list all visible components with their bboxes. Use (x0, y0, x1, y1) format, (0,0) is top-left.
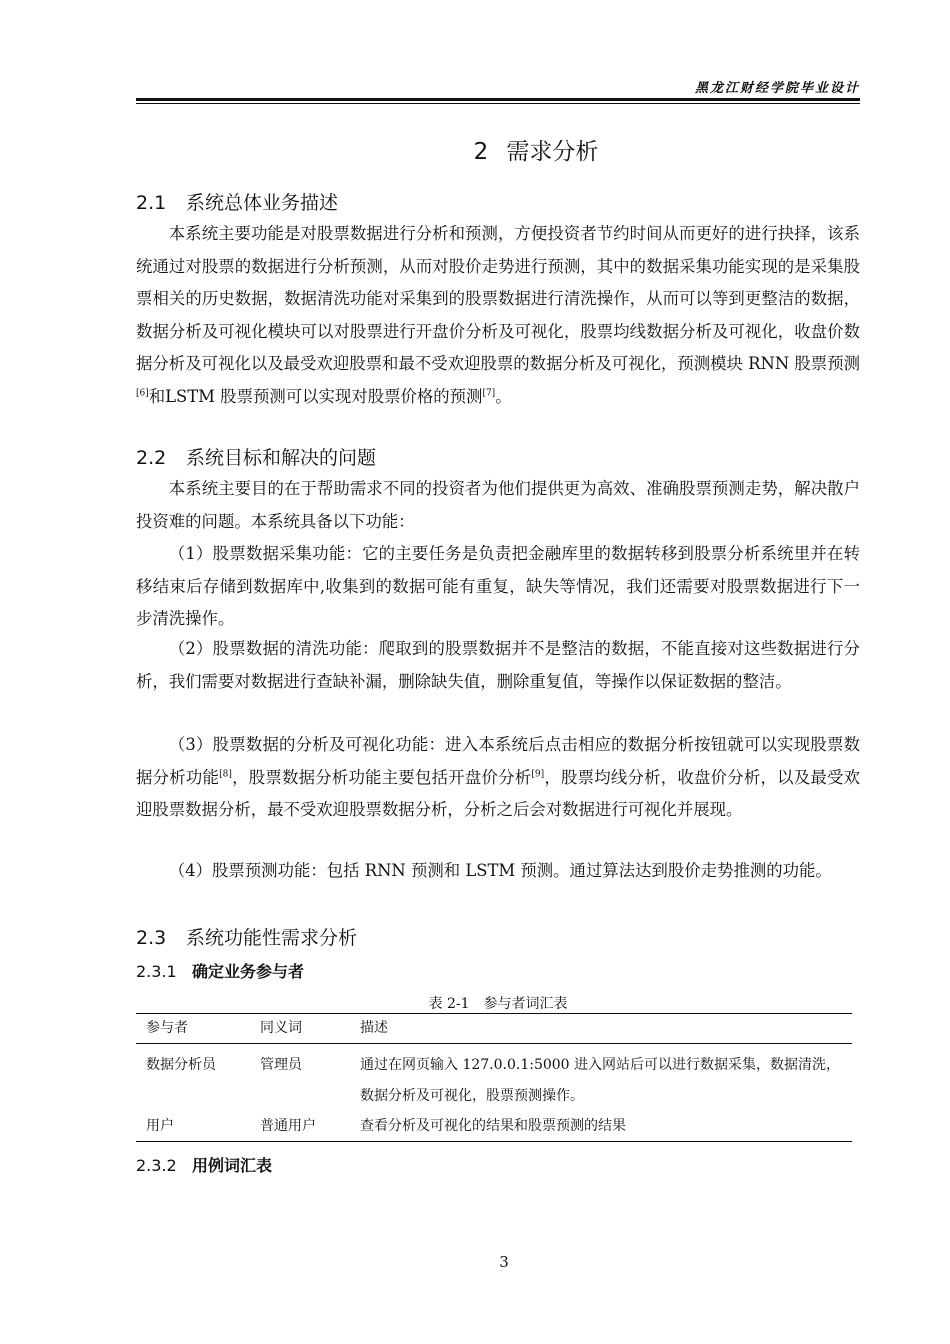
section-number: 2.2 (136, 447, 167, 469)
table-row (136, 1044, 852, 1113)
running-header: 黑龙江财经学院毕业设计 (694, 81, 860, 96)
chapter-name: 需求分析 (506, 139, 599, 165)
table-cell: 普通用户 (260, 1118, 316, 1134)
function-item-2: （2）股票数据的清洗功能：爬取到的股票数据并不是整洁的数据，不能直接对这些数据进行分析，我们需要对数据进行查缺补漏，删除缺失值，删除重复值，等操作以保证数据的整洁。 (136, 639, 860, 691)
subsection-heading-2-3-1 (136, 959, 304, 982)
section-title: 系统总体业务描述 (186, 192, 339, 214)
table-cell: 用户 (146, 1118, 174, 1134)
section-number: 2.3 (136, 927, 167, 949)
subsection-heading-2-3-2 (136, 1153, 272, 1176)
paragraph-text: 本系统主要功能是对股票数据进行分析和预测，方便投资者节约时间从而更好的进行抉择，该系统通过对股票的数据进行分析预测，从而对股价走势进行预测，其中的数据采集功能实现的是采集股票相关的历史数据，数据清洗功能对采集到的股票数据进行清洗操作，从而可以等到更整洁的数据，数据分析及可视化模块可以对股票进行开盘价分析及可视化，股票均线数据分析及可视化，收盘价数据分析及可视化以及最受欢迎股票和最不受欢迎股票的数据分析及可视化，预测模块 RNN 股票预测 (136, 224, 860, 374)
table-header-cell: 参与者 (146, 1020, 188, 1036)
section-number: 2.1 (136, 192, 167, 214)
table-caption (136, 993, 860, 1013)
table-caption-number: 表 2-1 (428, 996, 470, 1012)
section-heading-2-1 (136, 188, 338, 215)
page-number: 3 (499, 1253, 509, 1271)
table-header-cell: 描述 (360, 1020, 388, 1036)
table-cell: 数据分析员 (146, 1057, 216, 1073)
section-2-1-paragraph (136, 218, 860, 414)
section-heading-2-3 (136, 923, 357, 950)
subsection-title: 确定业务参与者 (192, 962, 305, 981)
citation-8: [8] (219, 769, 232, 780)
subsection-number: 2.3.2 (136, 1156, 177, 1175)
header-rule-thin (136, 103, 860, 104)
header-rule-thick (136, 98, 860, 101)
paragraph-text: ，股票数据分析功能主要包括开盘价分析 (231, 767, 532, 787)
citation-9: [9] (531, 769, 545, 780)
table-cell: 通过在网页输入 127.0.0.1:5000 进入网站后可以进行数据采集，数据清洗，数据分析及可视化，股票预测操作。 (360, 1057, 841, 1104)
table-cell: 管理员 (260, 1057, 302, 1073)
paragraph-text: 和LSTM 股票预测可以实现对股票价格的预测 (148, 386, 483, 406)
function-item-3 (136, 729, 860, 827)
section-heading-2-2 (136, 443, 376, 470)
function-item-4: （4）股票预测功能：包括 RNN 预测和 LSTM 预测。通过算法达到股价走势推测的功能。 (168, 861, 832, 880)
paragraph-text: （3）股票数据的分析及可视化功能：进入本系统后点击相应的数据分析按钮就可以实现股票数据分析功能 (136, 735, 860, 787)
table-header-row (136, 1014, 852, 1044)
actor-vocabulary-table (136, 1013, 852, 1142)
chapter-title (136, 133, 936, 166)
section-title: 系统目标和解决的问题 (186, 447, 377, 469)
chapter-number: 2 (473, 139, 489, 165)
table-cell: 查看分析及可视化的结果和股票预测的结果 (360, 1118, 626, 1134)
section-title: 系统功能性需求分析 (186, 927, 358, 949)
citation-6: [6] (136, 388, 149, 399)
table-header-cell: 同义词 (260, 1020, 302, 1036)
table-caption-title: 参与者词汇表 (483, 996, 568, 1012)
subsection-title: 用例词汇表 (192, 1156, 273, 1175)
paragraph-text: ，股票均线分析，收盘价分析，以及最受欢迎股票数据分析，最不受欢迎股票数据分析，分析之后会对数据进行可视化并展现。 (136, 767, 861, 820)
citation-7: [7] (482, 388, 496, 399)
function-item-1: （1）股票数据采集功能：它的主要任务是负责把金融库里的数据转移到股票分析系统里并在转移结束后存储到数据库中,收集到的数据可能有重复，缺失等情况，我们还需要对股票数据进行下一步清洗操作。 (136, 544, 860, 629)
section-2-2-intro: 本系统主要目的在于帮助需求不同的投资者为他们提供更为高效、准确股票预测走势，解决散户投资难的问题。本系统具备以下功能： (136, 479, 860, 531)
table-row (136, 1112, 852, 1142)
subsection-number: 2.3.1 (136, 962, 177, 981)
paragraph-text: 。 (495, 386, 512, 406)
